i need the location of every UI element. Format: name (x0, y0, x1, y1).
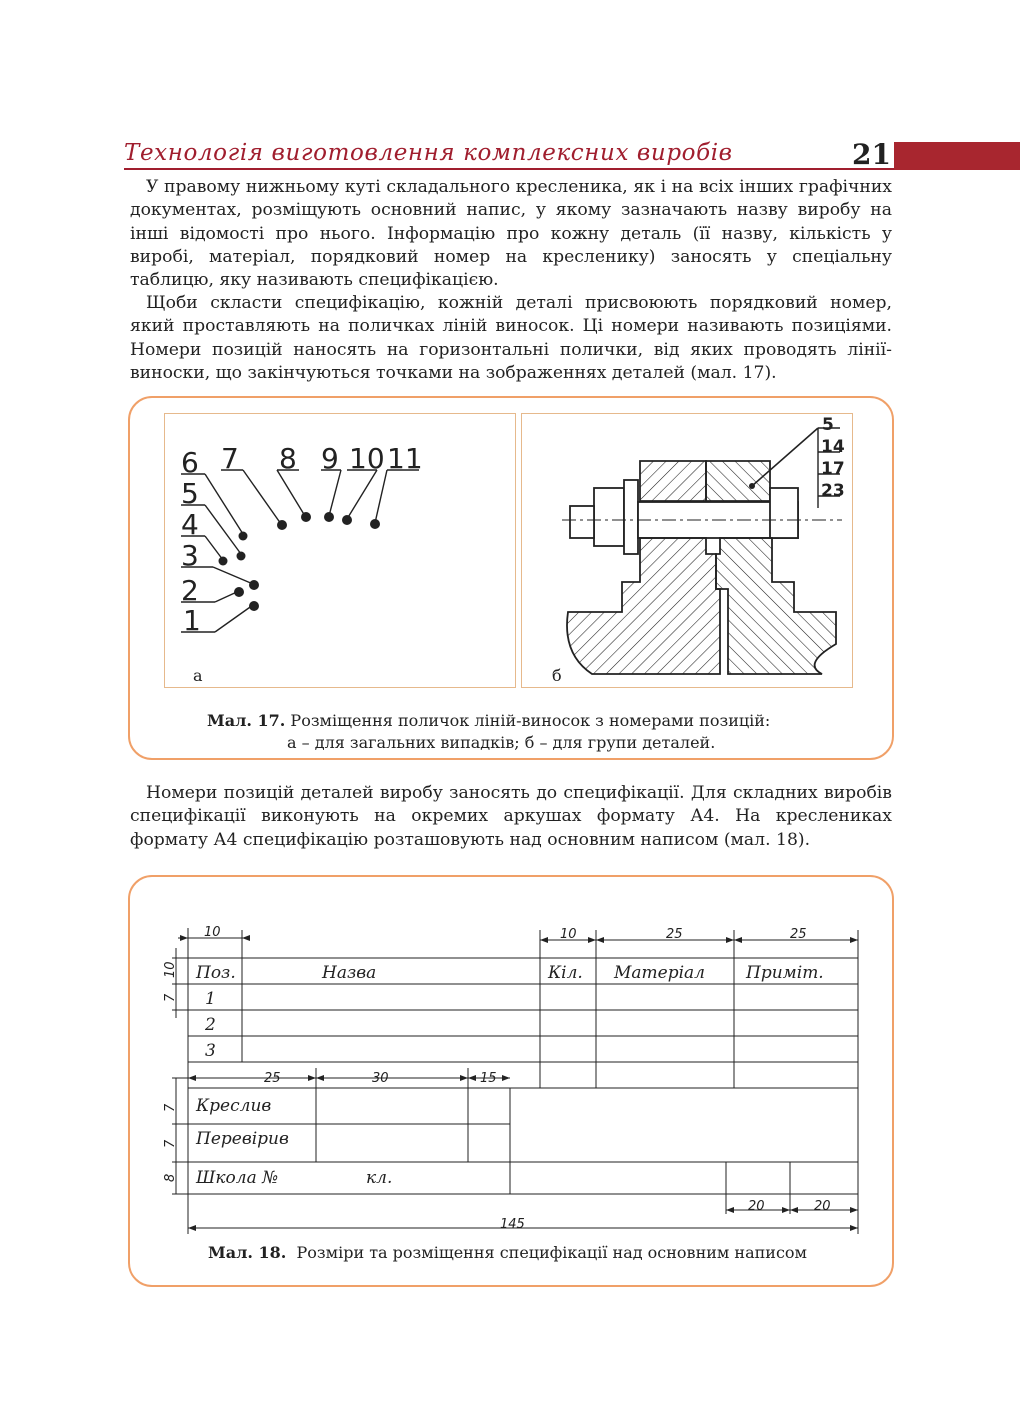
page-number-bar (894, 142, 1020, 170)
position-number: 10 (349, 442, 385, 475)
position-number: 2 (181, 574, 199, 607)
position-number: 6 (181, 446, 199, 479)
position-number: 1 (183, 604, 201, 637)
dimension-label: 10 (560, 927, 577, 942)
leader-lines-general-diagram (165, 414, 515, 687)
position-number: 3 (181, 539, 199, 572)
position-number: 14 (821, 437, 845, 457)
position-number: 23 (821, 481, 845, 501)
row-number: 1 (205, 989, 216, 1009)
row-number: 2 (205, 1015, 216, 1035)
dimension-label: 10 (204, 925, 221, 940)
figure-17b-panel (521, 413, 853, 688)
caption-text: Розміри та розміщення специфікації над основним написом (286, 1243, 807, 1262)
dimension-label: 145 (500, 1217, 525, 1232)
figure-17a-panel (164, 413, 516, 688)
running-header-title: Технологія виготовлення комплексних виробів (124, 140, 733, 166)
dimension-label: 25 (790, 927, 807, 942)
header-pos: Поз. (196, 963, 236, 983)
header-name: Назва (322, 963, 377, 983)
figure-17-caption-line2: а – для загальних випадків; б – для групи деталей. (287, 733, 716, 752)
dimension-label: 15 (480, 1071, 497, 1086)
dimension-label: 25 (666, 927, 683, 942)
header-note: Приміт. (746, 963, 824, 983)
dimension-label: 20 (814, 1199, 831, 1214)
specification-table-diagram (150, 918, 880, 1238)
position-number: 8 (279, 442, 297, 475)
panel-a-label: а (193, 666, 203, 685)
position-number: 4 (181, 508, 199, 541)
paragraph-1: У правому нижньому куті складального кресленика, як і на всіх інших графічних документах, розміщують основний напис, у якому зазначають назву виробу на інші відомості про нього. Інформацію про кожну деталь (її назву, кількість у виробі, матеріал, порядковий номер на кресленику) заносять у спеціальну таблицю, яку називають специфікацією. (130, 177, 892, 291)
figure-17-caption (207, 710, 770, 732)
paragraph-3: Номери позицій деталей виробу заносять до специфікації. Для складних виробів специфікації виконують на окремих аркушах формату А4. На креслениках формату А4 специфікацію розташовують над основним написом (мал. 18). (130, 783, 892, 850)
dimension-label: 7 (163, 1139, 178, 1148)
assembly-section-drawing (522, 414, 852, 687)
caption-text: Розміщення поличок ліній-виносок з номерами позицій: (285, 711, 771, 730)
title-block-class: кл. (366, 1168, 393, 1188)
header-qty: Кіл. (548, 963, 583, 983)
caption-label: Мал. 18. (208, 1243, 287, 1262)
position-number: 9 (321, 442, 339, 475)
position-number: 5 (822, 415, 834, 435)
title-block-drawn: Креслив (196, 1096, 272, 1116)
position-number: 7 (221, 442, 239, 475)
header-rule (124, 168, 894, 170)
figure-18-caption (208, 1242, 807, 1264)
dimension-label: 7 (163, 993, 178, 1002)
title-block-school: Школа № (196, 1168, 279, 1188)
caption-label: Мал. 17. (207, 711, 286, 730)
dimension-label: 8 (163, 1173, 178, 1182)
dimension-label: 25 (264, 1071, 281, 1086)
row-number: 3 (205, 1041, 216, 1061)
page-number: 21 (852, 138, 891, 171)
dimension-label: 30 (372, 1071, 389, 1086)
position-number: 5 (181, 477, 199, 510)
dimension-label: 20 (748, 1199, 765, 1214)
panel-b-label: б (552, 666, 562, 685)
paragraph-2: Щоби скласти специфікацію, кожній деталі присвоюють порядковий номер, який проставляють на поличках ліній виносок. Ці номери називають позиціями. Номери позицій наносять на горизонтальні полички, від яких проводять лінії-виноски, що закінчуються точками на зображеннях деталей (мал. 17). (130, 293, 892, 383)
header-material: Матеріал (614, 963, 706, 983)
dimension-label: 7 (163, 1103, 178, 1112)
title-block-checked: Перевірив (196, 1129, 289, 1149)
position-number: 11 (387, 442, 423, 475)
position-number: 17 (821, 459, 845, 479)
dimension-label: 10 (163, 961, 178, 978)
